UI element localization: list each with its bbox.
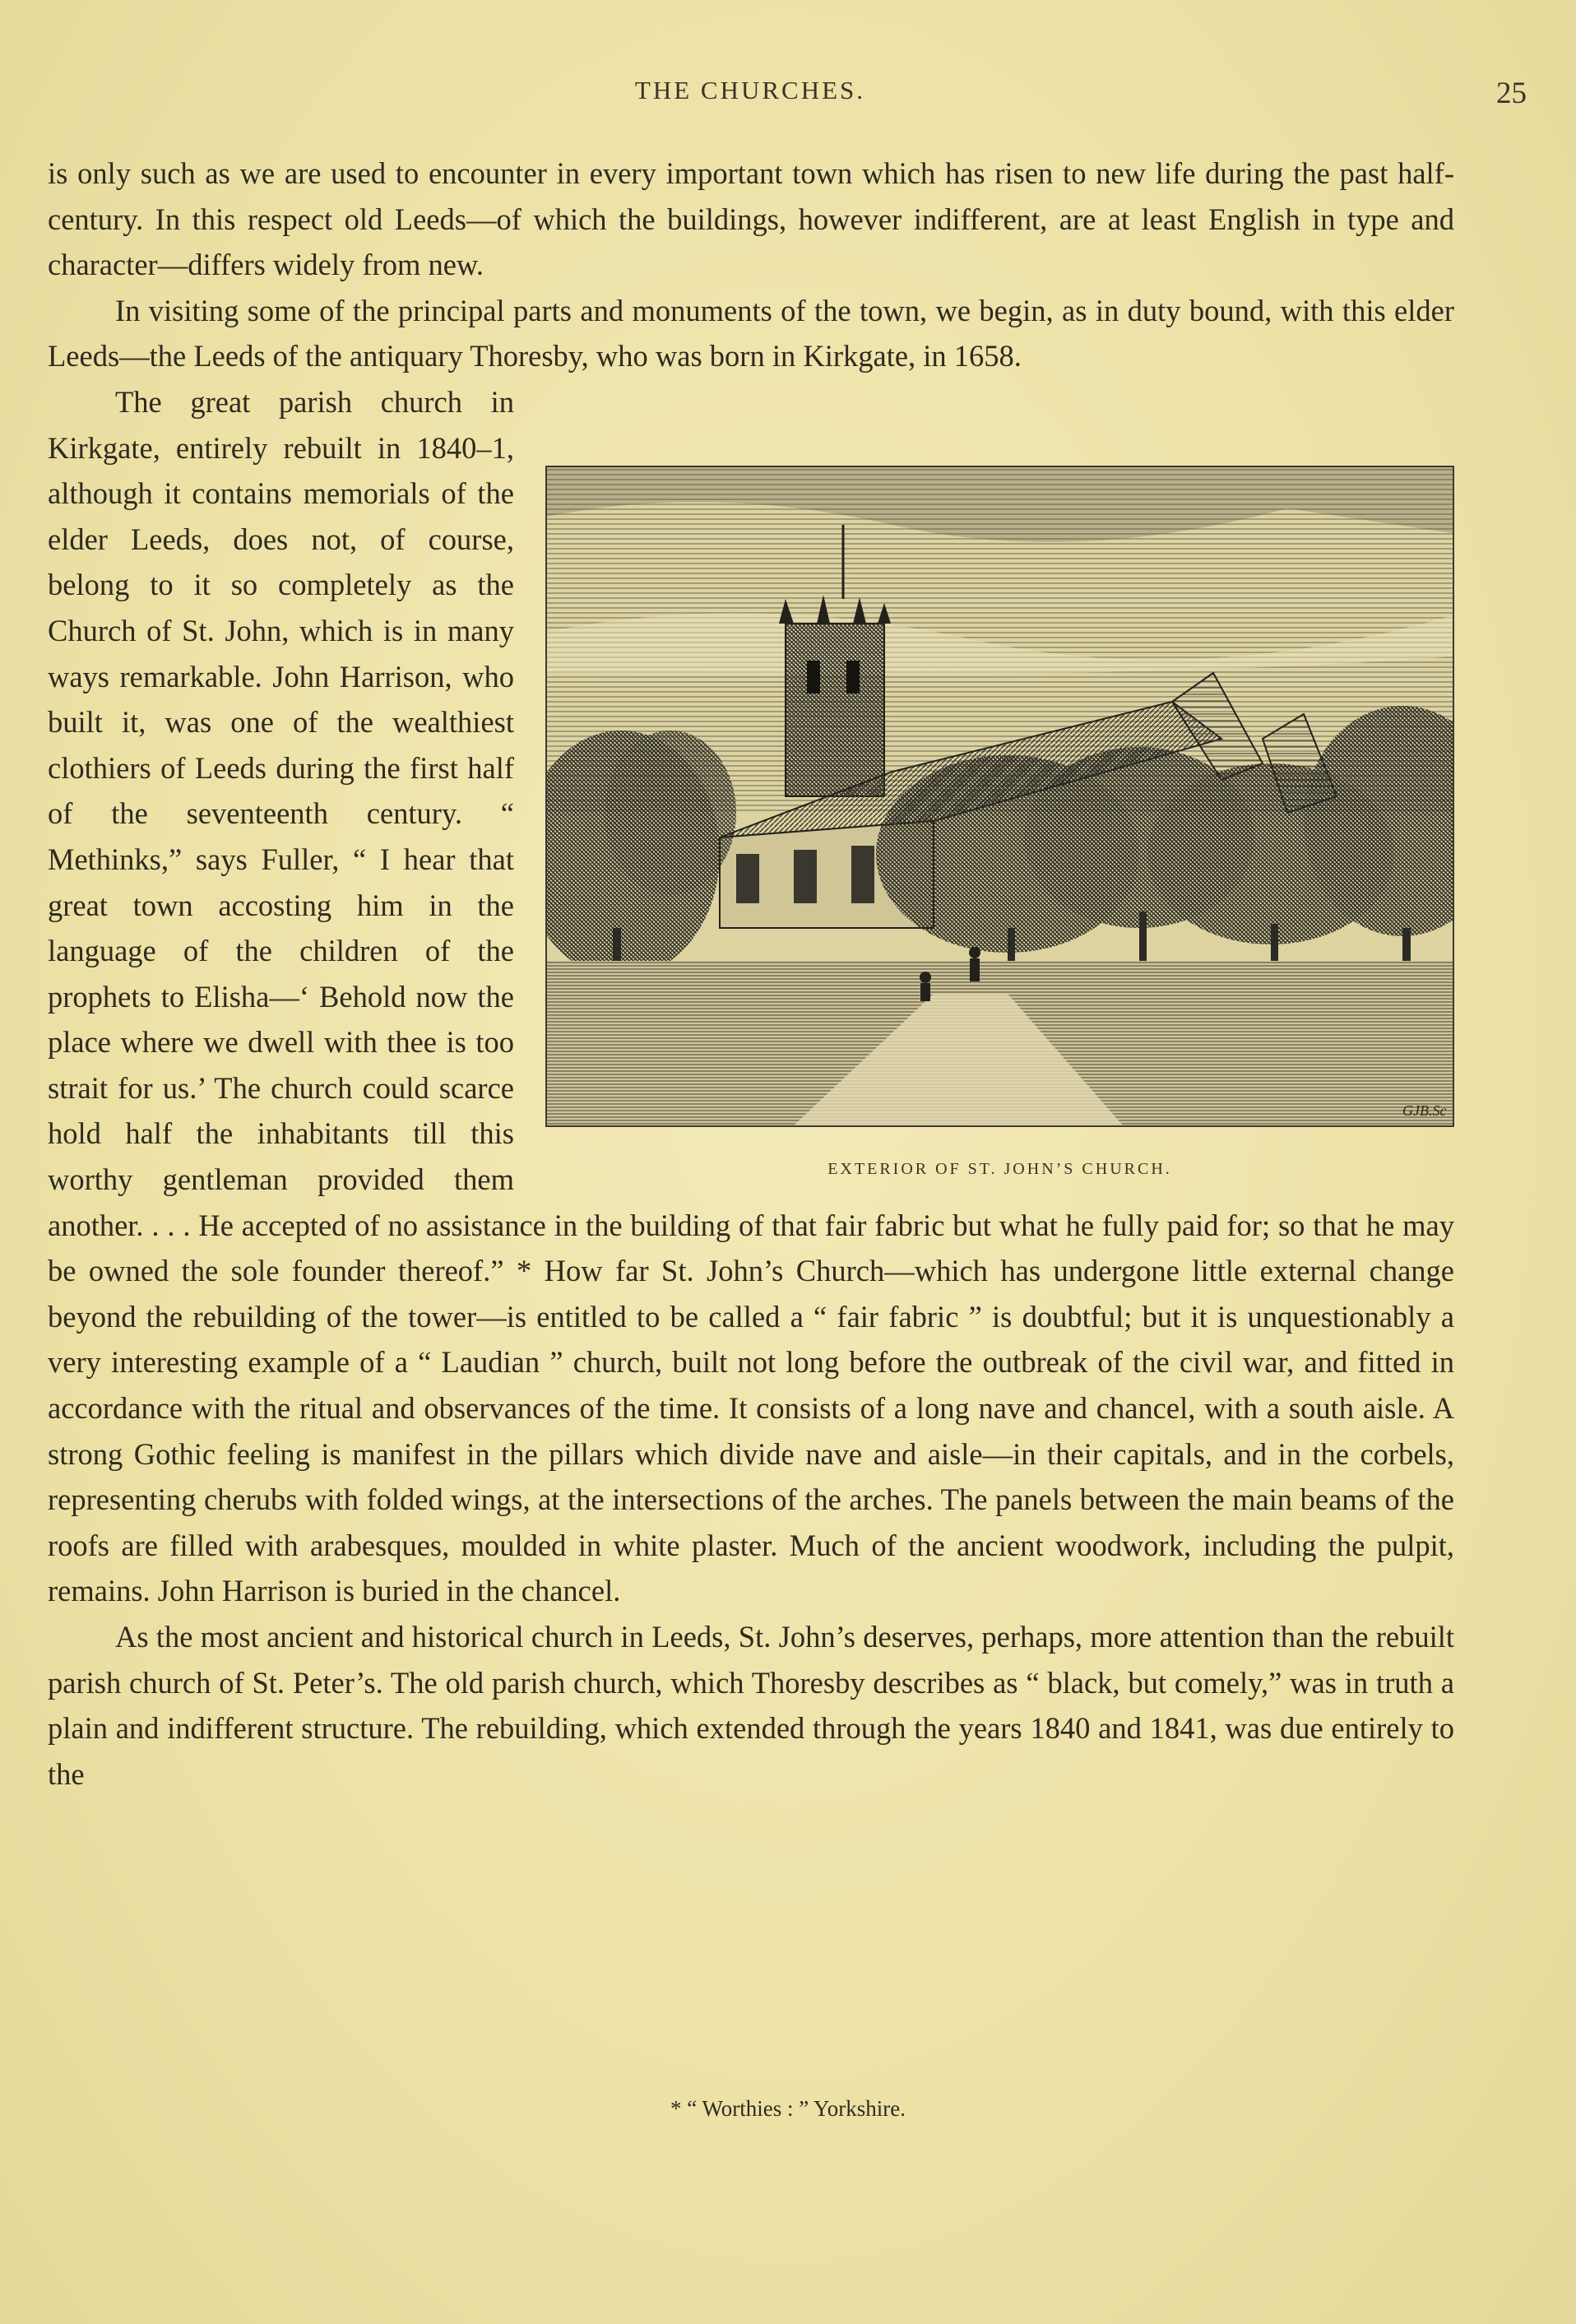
paragraph-1: is only such as we are used to encounter in every important town which has risen to new life during the past half-century. In this respect old Leeds—of which the buildings, however indifferent, are at least English in type and character—differs widely from new. bbox=[48, 156, 1454, 282]
church-engraving-image bbox=[547, 467, 1453, 1125]
body-text bbox=[48, 151, 1454, 1797]
illustration-frame bbox=[545, 466, 1454, 1127]
running-head-title: THE CHURCHES. bbox=[634, 76, 866, 104]
footnote: * “ Worthies : ” Yorkshire. bbox=[670, 2096, 906, 2121]
page-number: 25 bbox=[1496, 77, 1527, 110]
running-head bbox=[48, 76, 1527, 117]
engraver-mark: GJB.Sc bbox=[1402, 1102, 1447, 1119]
paragraph-3: The great parish church in Kirkgate, entirely rebuilt in 1840–1, although it contains memorials of the elder Leeds, does not, of course, belong to it so completely as the Church of St. John, which is in many ways remarkable. John Harrison, who built it, was one of the wealthiest clothiers of Leeds during the first half of the seventeenth century. “ Methinks,” says Fuller, “ I hear that great town accosting him in the language of the children of the prophets to Elisha—‘ Behold now the place where we dwell with thee is too strait for us.’ The church could scarce hold half the inhabitants till this worthy gentleman provided them another. . . . He accepted of no assistance in the building of that fair fabric but what he fully paid for; so that he may be owned the sole founder thereof.” * How far St. John’s Church—which has undergone little external change beyond the rebuilding of the tower—is entitled to be called a “ fair fabric ” is doubtful; but it is unquestionably a very interesting example of a “ Laudian ” church, built not long before the outbreak of the civil war, and fitted in accordance with the ritual and observances of the time. It consists of a long nave and chancel, with a south aisle. A strong Gothic feeling is manifest in the pillars which divide nave and aisle—in their capitals, and in the corbels, representing cherubs with folded wings, at the intersections of the arches. The panels between the main beams of the roofs are filled with arabesques, moulded in white plaster. Much of the ancient woodwork, including the pulpit, remains. John Harrison is buried in the chancel. bbox=[48, 384, 1454, 1608]
figure-caption: EXTERIOR OF ST. JOHN’S CHURCH. bbox=[827, 1159, 1172, 1178]
church-illustration bbox=[545, 466, 1454, 1194]
paragraph-4: As the most ancient and historical church in Leeds, St. John’s deserves, perhaps, more attention than the rebuilt parish church of St. Peter’s. The old parish church, which Thoresby describes as “ black, but comely,” was in truth a plain and indifferent structure. The rebuilding, which extended through the years 1840 and 1841, was due entirely to the bbox=[48, 1620, 1454, 1791]
paragraph-2: In visiting some of the principal parts and monuments of the town, we begin, as in duty bound, with this elder Leeds—the Leeds of the antiquary Thoresby, who was born in Kirkgate, in 1658. bbox=[48, 293, 1454, 373]
